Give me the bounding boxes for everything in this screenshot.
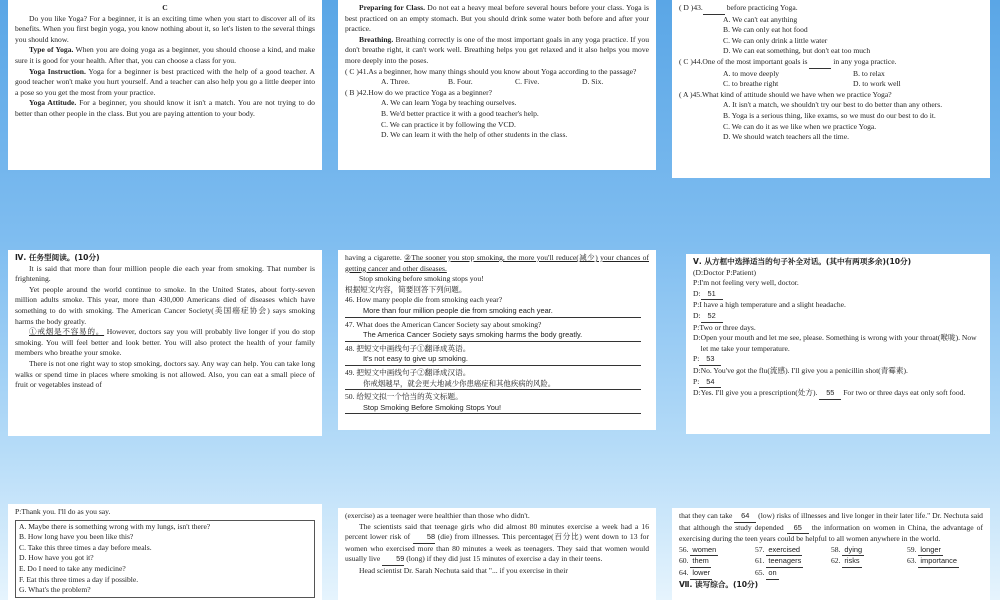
blank-51[interactable]: 51 [701, 289, 723, 301]
blank-55[interactable]: 55 [819, 388, 841, 400]
blank-52[interactable]: 52 [701, 311, 723, 323]
dialogue-line: P: I have a high temperature and a slight headache. [693, 300, 846, 310]
question-44-options-2: C. to breathe right D. to work well [723, 79, 901, 89]
card-passage-c [8, 0, 322, 170]
section-title: Ⅳ. 任务型阅读。(10分) [15, 253, 100, 262]
paragraph: Breathing. Breathing correctly is one of the most important goals in any yoga practice. If you don't breathe right, it can't work well. Breathing helps you get relaxed and it also helps you move more deeply into the poses. [345, 34, 649, 65]
answer-48: It's not easy to give up smoking. [345, 354, 641, 366]
dialogue-line: P: Two or three days. [693, 322, 756, 332]
card-dialogue-options [8, 504, 322, 600]
dialogue-line: P: 54 [693, 377, 983, 389]
answer-46: More than four million people die from smoking each year. [345, 306, 641, 318]
option-b: B. How long have you been like this? [19, 532, 134, 542]
dialogue-line: P: 53 [693, 354, 983, 366]
question-42: ( B )42. How do we practice Yoga as a beginner? [345, 87, 492, 97]
question-44: ( C )44. One of the most important goals is in any yoga practice. [679, 57, 983, 69]
passage-heading: C [162, 3, 168, 12]
paragraph: There is not one right way to stop smoking, doctors say. Any way can help. You can take long walks or spend time in places where smoking is not allowed. Also, you can eat a small piece of fruit or vegetables instead of [15, 358, 315, 390]
answers-row-1: 56. women 57. exercised 58. dying 59. longer [679, 545, 983, 557]
option-c: C. Take this three times a day before meals. [19, 542, 152, 552]
instructions: 根据短文内容，简要回答下列问题。 [345, 284, 467, 294]
blank-65[interactable]: 65 [787, 523, 809, 535]
question-47: 47. What does the American Cancer Society say about smoking? [345, 319, 542, 329]
card-task-reading [8, 250, 322, 436]
dialogue-line: P: I'm not feeling very well, doctor. [693, 278, 799, 288]
dialogue-lines [693, 278, 983, 400]
option-g: G. What's the problem? [19, 585, 91, 595]
dialogue-line: D: Yes. I'll give you a prescription(处方). 55 For two or three days eat only soft food. [693, 388, 983, 400]
question-41: ( C )41. As a beginner, how many things should you know about Yoga according to the passage? [345, 66, 637, 76]
answer-50: Stop Smoking Before Smoking Stops You! [345, 403, 641, 415]
question-41-options: A. Three. B. Four. C. Five. D. Six. [381, 77, 604, 87]
question-45: ( A )45. What kind of attitude should we have when we practice Yoga? [679, 89, 892, 99]
paragraph: Yet people around the world continue to smoke. In the United States, about forty-seven million adults smoke. This year, more than 430,000 Americans died of diseases which have something to do with smoking. The American Cancer Society(美国癌症协会) says smoking harms the body greatly. [15, 284, 315, 326]
paragraph: that they can take 64 (low) risks of illnesses and live longer in their later life." Dr. Nechuta said that although the study depended 65 the information on women in China, the advantage of exercising during the teen years could be helpful to all women anywhere in the world. [679, 511, 983, 544]
blank-64[interactable]: 64 [734, 511, 756, 523]
blank-54[interactable]: 54 [699, 377, 721, 389]
question-48: 48. 把短文中画线句子①翻译成英语。 [345, 343, 471, 353]
question-43: ( D )43. before practicing Yoga. [679, 3, 983, 15]
answer-47: The America Cancer Society says smoking harms the body greatly. [345, 330, 641, 342]
dialogue-line: P:Thank you. I'll do as you say. [15, 507, 111, 516]
blank-59[interactable]: 59 [382, 554, 404, 566]
paragraph: Head scientist Dr. Sarah Nechuta said that "... if you exercise in their [359, 565, 568, 575]
question-44-options-1: A. to move deeply B. to relax [723, 68, 885, 78]
answers-row-3: 64. lower 65. on [679, 568, 983, 580]
section-title: Ⅴ. 从方框中选择适当的句子补全对话。(其中有两项多余)(10分) [693, 257, 912, 266]
paragraph: Do you like Yoga? For a beginner, it is an exciting time when you start to discover all of its benefits. When you first begin yoga, you know nothing about it, so let's listen to the several things you should know. [15, 13, 315, 44]
paragraph: ①戒烟是不容易的。 However, doctors say you will probably live longer if you do stop smoking. You will feel better and look better. You will also protect the health of your family members who breathe your smoke. [15, 327, 316, 358]
dialogue-line: D: 51 [693, 289, 983, 301]
card-cloze-answers [672, 508, 990, 600]
blank-53[interactable]: 53 [699, 354, 721, 366]
card-passage-c-cont [338, 0, 656, 170]
answers-row-2: 60. them 61. teenagers 62. risks 63. importance [679, 556, 983, 568]
option-a: A. Maybe there is something wrong with my lungs, isn't there? [19, 521, 211, 531]
dialogue-line: D: No. You've got the flu(流感). I'll give you a penicillin shot(青霉素). [693, 365, 908, 375]
paragraph: Stop smoking before smoking stops you! [359, 274, 484, 284]
card-questions-43-45 [672, 0, 990, 178]
blank-58[interactable]: 58 [413, 532, 435, 544]
answer-49: 你戒烟越早，就会更大地减少你患癌症和其他疾病的风险。 [345, 379, 641, 391]
dialogue-line: D: 52 [693, 311, 983, 323]
options-box [15, 520, 315, 598]
paragraph: Preparing for Class. Do not eat a heavy meal before several hours before your class. Yoga is best practiced on an empty stomach. But you should drink some water both before and after your practice. [345, 3, 649, 34]
dialogue-line: D: Open your mouth and let me see, please. Something is wrong with your throat(喉咙). Now let me take your temperature. [693, 333, 977, 353]
section-title: Ⅶ. 读写综合。(10分) [679, 579, 759, 589]
card-task-reading-answers [338, 250, 656, 430]
paragraph: Type of Yoga. When you are doing yoga as a beginner, you should choose a kind, and make sure it is good for your health. After that, you can choose a class for you. [15, 45, 315, 65]
paragraph: The scientists said that teenage girls who did almost 80 minutes exercise a week had a 16 percent lower risk of 58 (die) from illnesses. This percentage(百分比) went down to 13 for women who exercised more than 80 minutes a week as teenagers. They said that women would usually live 59 (long) if they did just 15 minutes of exercise a day in their teens. [345, 522, 649, 566]
option-d: D. How have you got it? [19, 553, 94, 563]
card-cloze-passage [338, 508, 656, 600]
paragraph: Yoga Instruction. Yoga for a beginner is best practiced with the help of a good teacher. A good teacher won't make you hurt yourself. And a teacher can also help you go a little deeper into a pose so you get the most from your practice. [15, 66, 315, 97]
card-dialogue [686, 254, 990, 434]
question-42-options: A. We can learn Yoga by teaching ourselves. B. We'd better practice it with a good teacher's help. C. We can practice it by following the VCD. D. We can learn it with the help of other students in the class. [381, 98, 568, 140]
question-43-options: A. We can't eat anything B. We can only eat hot food C. We can only drink a little water D. We can eat something, but don't eat too much [723, 14, 871, 56]
paragraph: It is said that more than four million people die each year from smoking. That number is frightening. [15, 263, 315, 284]
paragraph: having a cigarette. ②The sooner you stop smoking, the more you'll reduce(减少) your chances of getting cancer and other diseases. [345, 253, 649, 273]
roles-note: (D:Doctor P:Patient) [693, 267, 757, 277]
paragraph: (exercise) as a teenager were healthier than those who didn't. [345, 511, 530, 520]
question-45-options: A. It isn't a match, we shouldn't try our best to do better than any others. B. Yoga is a serious thing, like exams, so we must do our best to do it. C. We can do it as we like when we practice Yoga. D. We should watch teachers all the time. [723, 100, 943, 142]
question-50: 50. 给短文拟一个恰当的英文标题。 [345, 392, 463, 402]
paragraph: Yoga Attitude. For a beginner, you should know it isn't a match. You are not trying to do better than other people in the class. But you are paying attention to your body. [15, 98, 315, 118]
option-f: F. Eat this three times a day if possible. [19, 574, 139, 584]
option-e: E. Do I need to take any medicine? [19, 563, 126, 573]
question-49: 49. 把短文中画线句子②翻译成汉语。 [345, 367, 471, 377]
question-46: 46. How many people die from smoking each year? [345, 295, 503, 305]
